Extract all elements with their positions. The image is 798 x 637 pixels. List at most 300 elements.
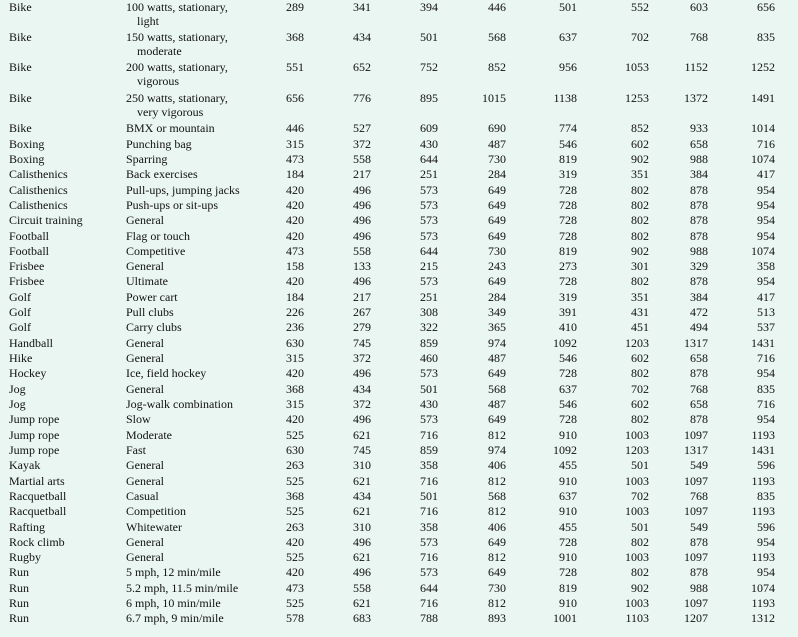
description-line: Jog-walk combination — [126, 397, 233, 411]
description-line: Push-ups or sit-ups — [126, 198, 219, 212]
calorie-value-cell: 974 — [488, 336, 506, 350]
description-line: Flag or touch — [126, 229, 190, 243]
description-cell — [126, 244, 185, 258]
calorie-value-cell: 406 — [488, 520, 506, 534]
calorie-value-cell: 954 — [757, 274, 775, 288]
description-cell — [126, 611, 224, 625]
calorie-value-cell: 788 — [420, 611, 438, 625]
calorie-value-cell: 434 — [353, 30, 371, 44]
calorie-value-cell: 768 — [690, 30, 708, 44]
calorie-value-cell: 434 — [353, 489, 371, 503]
calorie-value-cell: 1074 — [751, 152, 775, 166]
calorie-value-cell: 649 — [488, 565, 506, 579]
calorie-value-cell: 546 — [559, 137, 577, 151]
calorie-value-cell: 420 — [286, 412, 304, 426]
activity-cell: Frisbee — [9, 274, 45, 288]
calorie-value-cell: 1138 — [553, 91, 577, 105]
calorie-value-cell: 1053 — [625, 60, 649, 74]
calorie-value-cell: 358 — [420, 458, 438, 472]
calorie-value-cell: 552 — [631, 0, 649, 14]
activity-cell: Racquetball — [9, 504, 67, 518]
activity-cell: Jog — [9, 382, 26, 396]
activity-cell: Frisbee — [9, 259, 45, 273]
calorie-value-cell: 649 — [488, 183, 506, 197]
calorie-value-cell: 496 — [353, 183, 371, 197]
activity-cell: Run — [9, 565, 30, 579]
calorie-value-cell: 434 — [353, 382, 371, 396]
calorie-value-cell: 730 — [488, 581, 506, 595]
calorie-value-cell: 525 — [286, 550, 304, 564]
description-cell — [126, 412, 151, 426]
calorie-value-cell: 649 — [488, 535, 506, 549]
activity-cell: Bike — [9, 60, 32, 74]
calorie-value-cell: 1103 — [625, 611, 649, 625]
calorie-value-cell: 487 — [488, 137, 506, 151]
calorie-value-cell: 525 — [286, 596, 304, 610]
calorie-value-cell: 895 — [420, 91, 438, 105]
calorie-value-cell: 1152 — [684, 60, 708, 74]
calorie-value-cell: 630 — [286, 336, 304, 350]
calorie-value-cell: 596 — [757, 520, 775, 534]
calorie-value-cell: 1074 — [751, 244, 775, 258]
calorie-value-cell: 527 — [353, 121, 371, 135]
calorie-value-cell: 1097 — [684, 474, 708, 488]
calorie-value-cell: 728 — [559, 565, 577, 579]
calorie-value-cell: 351 — [631, 290, 649, 304]
calorie-value-cell: 702 — [631, 30, 649, 44]
calorie-value-cell: 430 — [420, 397, 438, 411]
calorie-value-cell: 690 — [488, 121, 506, 135]
activity-cell: Bike — [9, 121, 32, 135]
description-cell — [126, 458, 164, 472]
calorie-value-cell: 730 — [488, 152, 506, 166]
calorie-value-cell: 319 — [559, 290, 577, 304]
calorie-value-cell: 812 — [488, 428, 506, 442]
calorie-value-cell: 573 — [420, 198, 438, 212]
calorie-value-cell: 728 — [559, 535, 577, 549]
description-line-2: very vigorous — [137, 105, 204, 119]
calorie-value-cell: 1003 — [625, 428, 649, 442]
activity-cell: Boxing — [9, 137, 45, 151]
calorie-value-cell: 609 — [420, 121, 438, 135]
calorie-value-cell: 812 — [488, 596, 506, 610]
calorie-value-cell: 1014 — [751, 121, 775, 135]
calorie-value-cell: 658 — [690, 397, 708, 411]
description-line: 150 watts, stationary, — [126, 30, 228, 44]
calorie-value-cell: 1097 — [684, 504, 708, 518]
calorie-value-cell: 496 — [353, 412, 371, 426]
calorie-value-cell: 243 — [488, 259, 506, 273]
calorie-value-cell: 420 — [286, 274, 304, 288]
description-cell — [126, 581, 238, 595]
calorie-value-cell: 315 — [286, 137, 304, 151]
calorie-value-cell: 716 — [757, 137, 775, 151]
calorie-value-cell: 1372 — [684, 91, 708, 105]
calorie-value-cell: 349 — [488, 305, 506, 319]
calorie-value-cell: 308 — [420, 305, 438, 319]
calorie-value-cell: 878 — [690, 183, 708, 197]
calorie-value-cell: 184 — [286, 290, 304, 304]
calorie-value-cell: 487 — [488, 397, 506, 411]
description-line-2: light — [137, 14, 160, 28]
description-cell — [126, 198, 218, 212]
activity-cell: Rock climb — [9, 535, 65, 549]
calorie-value-cell: 417 — [757, 290, 775, 304]
calorie-value-cell: 878 — [690, 229, 708, 243]
calorie-value-cell: 1203 — [625, 336, 649, 350]
calorie-value-cell: 279 — [353, 320, 371, 334]
calorie-value-cell: 431 — [631, 305, 649, 319]
calorie-value-cell: 716 — [757, 351, 775, 365]
calorie-value-cell: 954 — [757, 565, 775, 579]
calorie-value-cell: 658 — [690, 351, 708, 365]
calorie-value-cell: 902 — [631, 581, 649, 595]
description-line: General — [126, 382, 164, 396]
calorie-value-cell: 501 — [420, 30, 438, 44]
calorie-value-cell: 1003 — [625, 504, 649, 518]
calorie-value-cell: 621 — [353, 474, 371, 488]
description-cell — [126, 366, 206, 380]
calorie-value-cell: 501 — [420, 382, 438, 396]
calorie-value-cell: 1252 — [751, 60, 775, 74]
calorie-value-cell: 455 — [559, 458, 577, 472]
description-cell — [126, 336, 164, 350]
activity-cell: Racquetball — [9, 489, 67, 503]
activity-cell: Golf — [9, 320, 31, 334]
calorie-value-cell: 430 — [420, 137, 438, 151]
description-line: General — [126, 474, 164, 488]
activity-cell: Bike — [9, 0, 32, 14]
calorie-value-cell: 954 — [757, 198, 775, 212]
calorie-value-cell: 573 — [420, 366, 438, 380]
calorie-value-cell: 391 — [559, 305, 577, 319]
calorie-value-cell: 1317 — [684, 443, 708, 457]
calorie-value-cell: 573 — [420, 412, 438, 426]
calorie-value-cell: 1015 — [482, 91, 506, 105]
calorie-value-cell: 852 — [631, 121, 649, 135]
calorie-value-cell: 974 — [488, 443, 506, 457]
description-cell — [126, 213, 164, 227]
activity-cell: Bike — [9, 30, 32, 44]
calorie-value-cell: 473 — [286, 581, 304, 595]
description-cell — [126, 550, 164, 564]
calorie-value-cell: 812 — [488, 504, 506, 518]
calorie-value-cell: 1193 — [751, 428, 775, 442]
description-line: Competitive — [126, 244, 186, 258]
calorie-value-cell: 652 — [353, 60, 371, 74]
calorie-value-cell: 859 — [420, 443, 438, 457]
calorie-value-cell: 267 — [353, 305, 371, 319]
description-cell — [126, 489, 159, 503]
calorie-value-cell: 621 — [353, 596, 371, 610]
activity-cell: Jump rope — [9, 443, 60, 457]
calorie-value-cell: 1431 — [751, 336, 775, 350]
calorie-value-cell: 368 — [286, 489, 304, 503]
calorie-value-cell: 728 — [559, 274, 577, 288]
calorie-value-cell: 802 — [631, 535, 649, 549]
calorie-value-cell: 802 — [631, 565, 649, 579]
description-cell — [126, 152, 167, 166]
calorie-value-cell: 954 — [757, 366, 775, 380]
calorie-value-cell: 878 — [690, 366, 708, 380]
calorie-value-cell: 420 — [286, 535, 304, 549]
calorie-value-cell: 384 — [690, 290, 708, 304]
calorie-value-cell: 525 — [286, 504, 304, 518]
calorie-value-cell: 513 — [757, 305, 775, 319]
description-line: General — [126, 458, 164, 472]
calorie-value-cell: 644 — [420, 581, 438, 595]
calorie-value-cell: 1207 — [684, 611, 708, 625]
activity-cell: Run — [9, 611, 30, 625]
description-line: Ultimate — [126, 274, 168, 288]
calorie-value-cell: 372 — [353, 397, 371, 411]
description-cell — [126, 428, 172, 442]
calorie-value-cell: 315 — [286, 351, 304, 365]
activity-cell: Boxing — [9, 152, 45, 166]
calorie-value-cell: 263 — [286, 458, 304, 472]
calorie-value-cell: 596 — [757, 458, 775, 472]
calorie-value-cell: 802 — [631, 229, 649, 243]
calorie-value-cell: 341 — [353, 0, 371, 14]
description-line: General — [126, 213, 164, 227]
description-line: Pull-ups, jumping jacks — [126, 183, 240, 197]
calorie-value-cell: 776 — [353, 91, 371, 105]
calorie-value-cell: 473 — [286, 244, 304, 258]
calorie-value-cell: 501 — [631, 520, 649, 534]
calorie-value-cell: 322 — [420, 320, 438, 334]
calorie-value-cell: 910 — [559, 504, 577, 518]
calorie-value-cell: 546 — [559, 351, 577, 365]
calorie-value-cell: 217 — [353, 167, 371, 181]
calorie-value-cell: 774 — [559, 121, 577, 135]
calorie-value-cell: 315 — [286, 397, 304, 411]
activity-cell: Martial arts — [9, 474, 65, 488]
calorie-value-cell: 573 — [420, 274, 438, 288]
calorie-value-cell: 812 — [488, 474, 506, 488]
calorie-value-cell: 728 — [559, 412, 577, 426]
calorie-value-cell: 329 — [690, 259, 708, 273]
activity-cell: Jog — [9, 397, 26, 411]
description-cell — [126, 121, 215, 135]
calorie-value-cell: 1001 — [553, 611, 577, 625]
calorie-value-cell: 649 — [488, 412, 506, 426]
calorie-value-cell: 319 — [559, 167, 577, 181]
calorie-value-cell: 902 — [631, 244, 649, 258]
calorie-value-cell: 802 — [631, 213, 649, 227]
activity-cell: Football — [9, 229, 50, 243]
calorie-value-cell: 460 — [420, 351, 438, 365]
calorie-value-cell: 420 — [286, 198, 304, 212]
calorie-value-cell: 351 — [631, 167, 649, 181]
calorie-value-cell: 954 — [757, 213, 775, 227]
calorie-value-cell: 406 — [488, 458, 506, 472]
calorie-value-cell: 368 — [286, 382, 304, 396]
description-cell — [126, 167, 198, 181]
calorie-value-cell: 878 — [690, 198, 708, 212]
description-cell — [126, 351, 164, 365]
calorie-value-cell: 988 — [690, 152, 708, 166]
calorie-value-cell: 656 — [757, 0, 775, 14]
calorie-value-cell: 602 — [631, 137, 649, 151]
calorie-value-cell: 702 — [631, 382, 649, 396]
calorie-value-cell: 549 — [690, 520, 708, 534]
activity-cell: Bike — [9, 91, 32, 105]
description-line: Competition — [126, 504, 186, 518]
description-line: General — [126, 351, 164, 365]
description-line: Sparring — [126, 152, 168, 166]
calorie-value-cell: 1193 — [751, 474, 775, 488]
calorie-value-cell: 621 — [353, 428, 371, 442]
description-line: 100 watts, stationary, — [126, 0, 228, 14]
calorie-value-cell: 683 — [353, 611, 371, 625]
description-cell — [126, 504, 186, 518]
calorie-value-cell: 656 — [286, 91, 304, 105]
description-line: Pull clubs — [126, 305, 174, 319]
calorie-value-cell: 878 — [690, 535, 708, 549]
description-line: 250 watts, stationary, — [126, 91, 228, 105]
calorie-value-cell: 716 — [420, 504, 438, 518]
calorie-value-cell: 236 — [286, 320, 304, 334]
calorie-value-cell: 273 — [559, 259, 577, 273]
description-line: General — [126, 259, 164, 273]
calorie-value-cell: 1003 — [625, 550, 649, 564]
description-cell — [126, 229, 190, 243]
calorie-value-cell: 558 — [353, 152, 371, 166]
calorie-value-cell: 954 — [757, 412, 775, 426]
description-line: Whitewater — [126, 520, 182, 534]
description-line: Ice, field hockey — [126, 366, 207, 380]
calorie-value-cell: 568 — [488, 30, 506, 44]
description-line: General — [126, 550, 164, 564]
calorie-value-cell: 728 — [559, 213, 577, 227]
calorie-value-cell: 802 — [631, 183, 649, 197]
calorie-value-cell: 368 — [286, 30, 304, 44]
calorie-value-cell: 420 — [286, 366, 304, 380]
activity-cell: Rafting — [9, 520, 45, 534]
calorie-value-cell: 768 — [690, 489, 708, 503]
calorie-value-cell: 372 — [353, 351, 371, 365]
calorie-value-cell: 1003 — [625, 474, 649, 488]
calorie-value-cell: 988 — [690, 244, 708, 258]
calorie-value-cell: 501 — [631, 458, 649, 472]
description-cell — [126, 397, 233, 411]
calorie-value-cell: 637 — [559, 30, 577, 44]
calorie-value-cell: 558 — [353, 244, 371, 258]
calorie-value-cell: 835 — [757, 30, 775, 44]
calorie-value-cell: 551 — [286, 60, 304, 74]
calorie-value-cell: 649 — [488, 366, 506, 380]
calorie-value-cell: 988 — [690, 581, 708, 595]
calorie-value-cell: 835 — [757, 382, 775, 396]
calorie-value-cell: 728 — [559, 198, 577, 212]
calorie-value-cell: 649 — [488, 229, 506, 243]
calorie-value-cell: 472 — [690, 305, 708, 319]
calorie-value-cell: 859 — [420, 336, 438, 350]
calorie-value-cell: 728 — [559, 229, 577, 243]
description-cell — [126, 596, 221, 610]
calorie-value-cell: 446 — [488, 0, 506, 14]
calorie-value-cell: 1491 — [751, 91, 775, 105]
calorie-value-cell: 217 — [353, 290, 371, 304]
calorie-value-cell: 649 — [488, 198, 506, 212]
calorie-value-cell: 954 — [757, 535, 775, 549]
description-cell — [126, 305, 174, 319]
description-line: Fast — [126, 443, 147, 457]
calorie-value-cell: 716 — [420, 428, 438, 442]
description-cell — [126, 183, 240, 197]
calorie-value-cell: 954 — [757, 229, 775, 243]
calorie-value-cell: 420 — [286, 213, 304, 227]
calorie-value-cell: 310 — [353, 520, 371, 534]
calorie-value-cell: 878 — [690, 412, 708, 426]
activity-cell: Football — [9, 244, 50, 258]
calorie-value-cell: 573 — [420, 183, 438, 197]
calorie-value-cell: 372 — [353, 137, 371, 151]
description-cell — [126, 535, 164, 549]
calorie-value-cell: 819 — [559, 244, 577, 258]
description-cell — [126, 60, 228, 88]
activity-cell: Kayak — [9, 458, 41, 472]
description-cell — [126, 474, 164, 488]
calorie-value-cell: 573 — [420, 565, 438, 579]
calorie-value-cell: 835 — [757, 489, 775, 503]
calorie-value-cell: 910 — [559, 474, 577, 488]
calorie-value-cell: 802 — [631, 198, 649, 212]
calorie-value-cell: 451 — [631, 320, 649, 334]
calorie-value-cell: 496 — [353, 535, 371, 549]
calorie-value-cell: 568 — [488, 489, 506, 503]
calorie-value-cell: 417 — [757, 167, 775, 181]
calorie-value-cell: 1097 — [684, 596, 708, 610]
calorie-value-cell: 644 — [420, 244, 438, 258]
calorie-value-cell: 730 — [488, 244, 506, 258]
calorie-value-cell: 496 — [353, 274, 371, 288]
calorie-value-cell: 644 — [420, 152, 438, 166]
calorie-value-cell: 658 — [690, 137, 708, 151]
calorie-value-cell: 1193 — [751, 550, 775, 564]
calorie-value-cell: 954 — [757, 183, 775, 197]
description-line: Back exercises — [126, 167, 198, 181]
calorie-value-cell: 752 — [420, 60, 438, 74]
description-line: General — [126, 336, 164, 350]
calorie-value-cell: 878 — [690, 274, 708, 288]
description-line: Punching bag — [126, 137, 192, 151]
calorie-value-cell: 852 — [488, 60, 506, 74]
description-line: Carry clubs — [126, 320, 182, 334]
calorie-value-cell: 1193 — [751, 596, 775, 610]
calorie-value-cell: 289 — [286, 0, 304, 14]
description-cell — [126, 30, 228, 58]
activity-cell: Run — [9, 596, 30, 610]
calorie-value-cell: 494 — [690, 320, 708, 334]
calorie-value-cell: 420 — [286, 229, 304, 243]
calorie-value-cell: 1097 — [684, 550, 708, 564]
calorie-value-cell: 573 — [420, 535, 438, 549]
calorie-value-cell: 1312 — [751, 611, 775, 625]
calorie-value-cell: 702 — [631, 489, 649, 503]
calorie-value-cell: 501 — [420, 489, 438, 503]
activity-cell: Calisthenics — [9, 198, 68, 212]
calorie-value-cell: 365 — [488, 320, 506, 334]
calorie-value-cell: 630 — [286, 443, 304, 457]
calorie-value-cell: 525 — [286, 428, 304, 442]
calorie-value-cell: 819 — [559, 581, 577, 595]
calorie-value-cell: 558 — [353, 581, 371, 595]
calorie-value-cell: 1074 — [751, 581, 775, 595]
calorie-value-cell: 568 — [488, 382, 506, 396]
calorie-value-cell: 621 — [353, 550, 371, 564]
description-line: Moderate — [126, 428, 172, 442]
